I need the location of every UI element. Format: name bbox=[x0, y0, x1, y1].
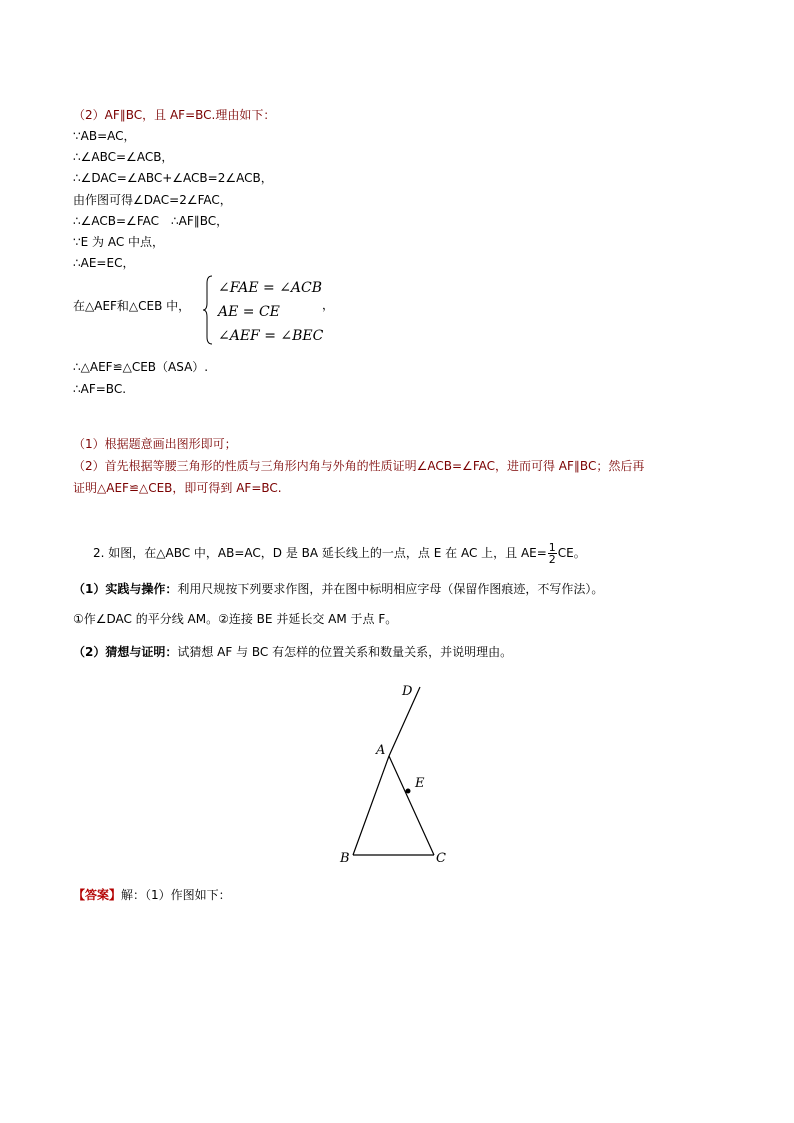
solution-line-10: ∴AF=BC. bbox=[73, 382, 127, 396]
solution-line-4: ∴∠DAC=∠ABC+∠ACB=2∠ACB， bbox=[73, 171, 273, 185]
question-1-label: （1）实践与操作： bbox=[73, 582, 178, 596]
problem2-stem-after: CE。 bbox=[557, 546, 586, 560]
problem2-stem bbox=[93, 542, 586, 565]
system-label: 在△AEF和△CEB 中， bbox=[73, 299, 191, 313]
system-equation-2: AE = CE bbox=[218, 304, 280, 320]
question-1 bbox=[73, 582, 603, 596]
system-equation-1: ∠FAE = ∠ACB bbox=[218, 280, 323, 296]
question-2-text: 试猜想 AF 与 BC 有怎样的位置关系和数量关系，并说明理由。 bbox=[177, 645, 513, 659]
solution-line-9: ∴△AEF≌△CEB（ASA）. bbox=[73, 360, 209, 374]
label-e: E bbox=[415, 776, 425, 791]
solution-line-1: （2）AF∥BC，且 AF=BC.理由如下： bbox=[73, 108, 276, 122]
problem2-stem-before: 2. 如图，在△ABC 中，AB=AC，D 是 BA 延长线上的一点，点 E 在 AC 上，且 AE= bbox=[93, 546, 547, 560]
question-2 bbox=[73, 645, 512, 659]
fraction bbox=[548, 542, 557, 565]
label-d: D bbox=[402, 684, 413, 699]
solution-line-8: ∴AE=EC， bbox=[73, 256, 135, 270]
system-end-comma: ， bbox=[322, 298, 335, 312]
answer-text: 解：（1）作图如下： bbox=[121, 888, 231, 902]
label-a: A bbox=[376, 743, 386, 758]
analysis-line-2: （2）首先根据等腰三角形的性质与三角形内角与外角的性质证明∠ACB=∠FAC，进而可得 AF∥BC；然后再 bbox=[73, 459, 645, 473]
solution-line-5: 由作图可得∠DAC=2∠FAC， bbox=[73, 193, 232, 207]
question-2-label: （2）猜想与证明： bbox=[73, 645, 178, 659]
answer-tag: 【答案】 bbox=[73, 888, 122, 902]
system-equation-3: ∠AEF = ∠BEC bbox=[218, 328, 324, 344]
solution-line-7: ∵E 为 AC 中点， bbox=[73, 235, 165, 249]
fraction-numerator: 1 bbox=[548, 541, 556, 554]
triangle-figure bbox=[330, 680, 470, 870]
analysis-line-1: （1）根据题意画出图形即可； bbox=[73, 437, 237, 451]
fraction-denominator: 2 bbox=[548, 553, 556, 566]
segment-ab bbox=[353, 756, 389, 855]
brace-icon bbox=[203, 275, 213, 345]
segment-ac bbox=[389, 756, 434, 855]
solution-line-2: ∵AB=AC， bbox=[73, 129, 136, 143]
analysis-line-3: 证明△AEF≌△CEB，即可得到 AF=BC. bbox=[73, 481, 282, 495]
question-1-steps: ①作∠DAC 的平分线 AM。②连接 BE 并延长交 AM 于点 F。 bbox=[73, 612, 398, 626]
solution-line-3: ∴∠ABC=∠ACB， bbox=[73, 150, 174, 164]
label-b: B bbox=[340, 851, 350, 866]
solution-line-6: ∴∠ACB=∠FAC ∴AF∥BC， bbox=[73, 214, 229, 228]
point-e bbox=[406, 789, 411, 794]
question-1-text: 利用尺规按下列要求作图，并在图中标明相应字母（保留作图痕迹，不写作法）。 bbox=[177, 582, 604, 596]
label-c: C bbox=[436, 851, 446, 866]
answer-line bbox=[73, 888, 231, 902]
